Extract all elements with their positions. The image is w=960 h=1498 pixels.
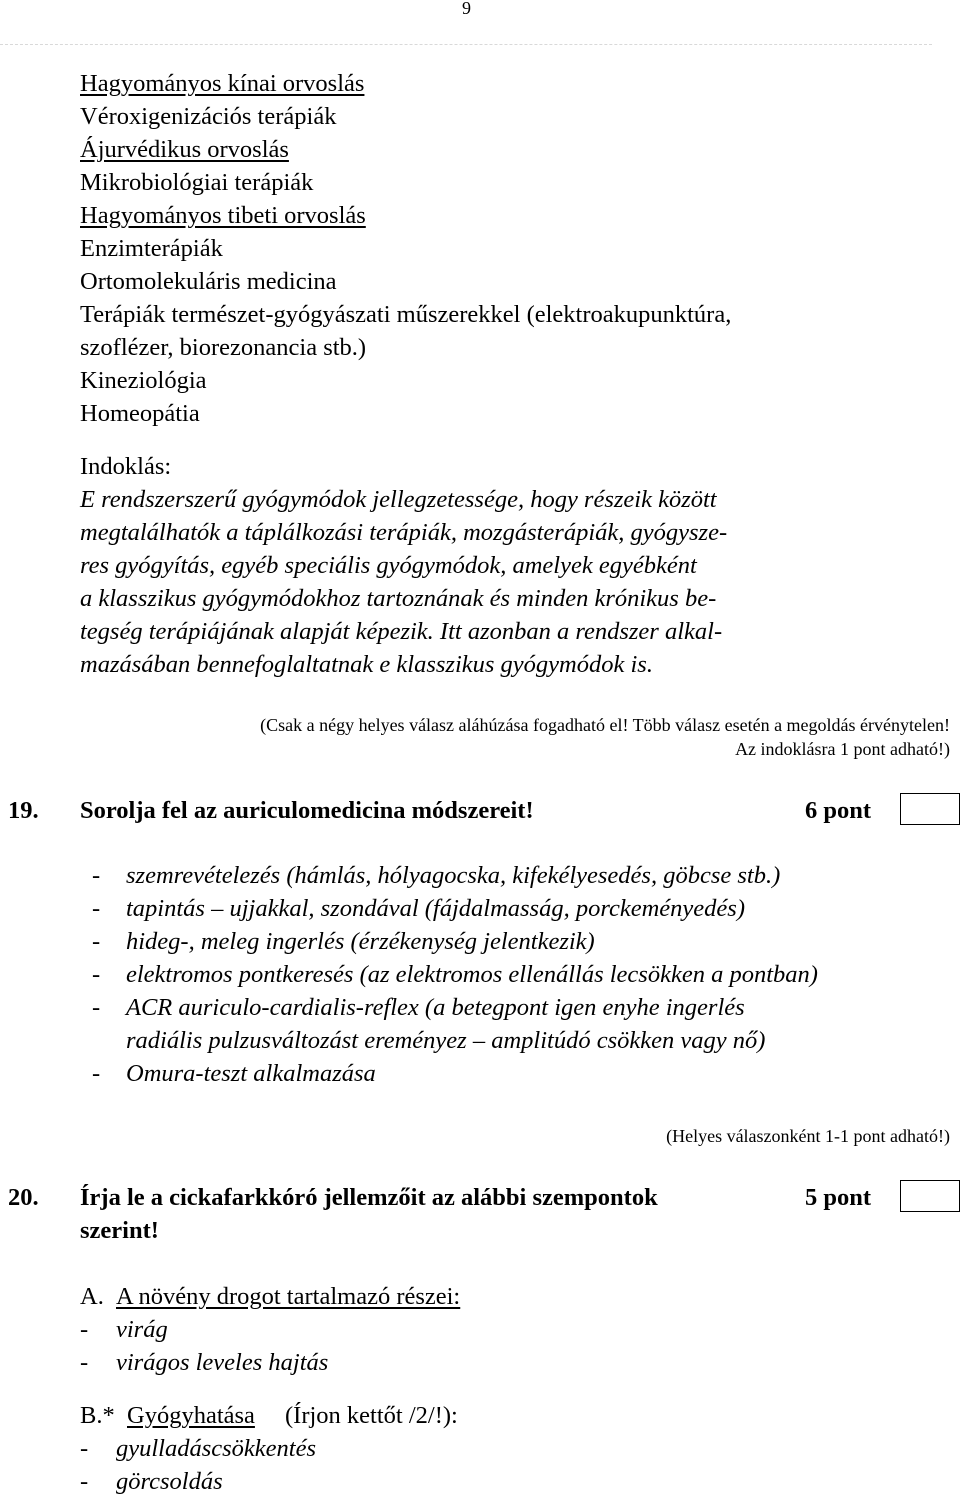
part-b-label: B.* [80, 1402, 115, 1429]
page-number: 9 [462, 0, 471, 18]
part-a-item: virágos leveles hajtás [116, 1349, 329, 1376]
header-divider [0, 44, 932, 45]
therapy-item: szoflézer, biorezonancia stb.) [80, 334, 367, 361]
therapy-item: Véroxigenizációs terápiák [80, 103, 337, 130]
question-number: 19. [8, 797, 39, 824]
list-dash: - [92, 961, 101, 988]
justification-line: a klasszikus gyógymódokhoz tartoznának és minden krónikus be- [80, 585, 717, 612]
therapy-item: Terápiák természet-gyógyászati műszerekkel (elektroakupunktúra, [80, 301, 732, 328]
part-b-item: görcsoldás [116, 1468, 223, 1495]
part-a-heading: A növény drogot tartalmazó részei: [116, 1283, 461, 1310]
list-dash: - [92, 994, 101, 1021]
justification-line: megtalálhatók a táplálkozási terápiák, mozgásterápiák, gyógysze- [80, 519, 728, 546]
part-a-label: A. [80, 1283, 104, 1310]
question-points: 6 pont [805, 797, 872, 824]
list-dash: - [92, 928, 101, 955]
justification-line: res gyógyítás, egyéb speciális gyógymódok, amelyek egyébként [80, 552, 697, 579]
question-title: Írja le a cickafarkkóró jellemzőit az alábbi szempontok [80, 1184, 658, 1211]
answer-item: hideg-, meleg ingerlés (érzékenység jelentkezik) [126, 928, 595, 955]
therapy-item: Kineziológia [80, 367, 207, 394]
scoring-note: (Helyes válaszonként 1-1 pont adható!) [666, 1126, 950, 1146]
therapy-item: Hagyományos tibeti orvoslás [80, 202, 366, 229]
part-a-item: virág [116, 1316, 168, 1343]
justification-line: tegség terápiájának alapját képezik. Itt azonban a rendszer alkal- [80, 618, 723, 645]
answer-item-continuation: radiális pulzusváltozást ereményez – amplitúdó csökken vagy nő) [126, 1027, 766, 1054]
therapy-item: Homeopátia [80, 400, 200, 427]
question-points: 5 pont [805, 1184, 872, 1211]
therapy-item: Ájurvédikus orvoslás [80, 136, 289, 163]
scoring-note: (Csak a négy helyes válasz aláhúzása fogadható el! Több válasz esetén a megoldás érvénytelen! [260, 715, 950, 735]
part-b-instruction: (Írjon kettőt /2/!): [285, 1402, 458, 1429]
list-dash: - [92, 862, 101, 889]
score-box[interactable] [900, 793, 960, 825]
score-box[interactable] [900, 1180, 960, 1212]
therapy-item: Enzimterápiák [80, 235, 223, 262]
list-dash: - [80, 1435, 89, 1462]
answer-item: szemrevételezés (hámlás, hólyagocska, kifekélyesedés, göbcse stb.) [126, 862, 781, 889]
question-number: 20. [8, 1184, 39, 1211]
scoring-note: Az indoklásra 1 pont adható!) [735, 739, 950, 759]
therapy-item: Hagyományos kínai orvoslás [80, 70, 365, 97]
list-dash: - [80, 1468, 89, 1495]
justification-line: E rendszerszerű gyógymódok jellegzetessége, hogy részeik között [80, 486, 717, 513]
therapy-item: Mikrobiológiai terápiák [80, 169, 314, 196]
question-title-continuation: szerint! [80, 1217, 159, 1244]
answer-item: tapintás – ujjakkal, szondával (fájdalmasság, porckeményedés) [126, 895, 745, 922]
part-b-item: gyulladáscsökkentés [116, 1435, 317, 1462]
list-dash: - [80, 1316, 89, 1343]
answer-item: ACR auriculo-cardialis-reflex (a betegpont igen enyhe ingerlés [126, 994, 745, 1021]
answer-item: Omura-teszt alkalmazása [126, 1060, 376, 1087]
justification-line: mazásában bennefoglaltatnak e klasszikus gyógymódok is. [80, 651, 653, 678]
therapy-item: Ortomolekuláris medicina [80, 268, 337, 295]
part-b-heading: Gyógyhatása [127, 1402, 255, 1429]
question-title: Sorolja fel az auriculomedicina módszereit! [80, 797, 534, 824]
list-dash: - [92, 895, 101, 922]
list-dash: - [92, 1060, 101, 1087]
list-dash: - [80, 1349, 89, 1376]
justification-heading: Indoklás: [80, 453, 172, 480]
answer-item: elektromos pontkeresés (az elektromos ellenállás lecsökken a pontban) [126, 961, 818, 988]
